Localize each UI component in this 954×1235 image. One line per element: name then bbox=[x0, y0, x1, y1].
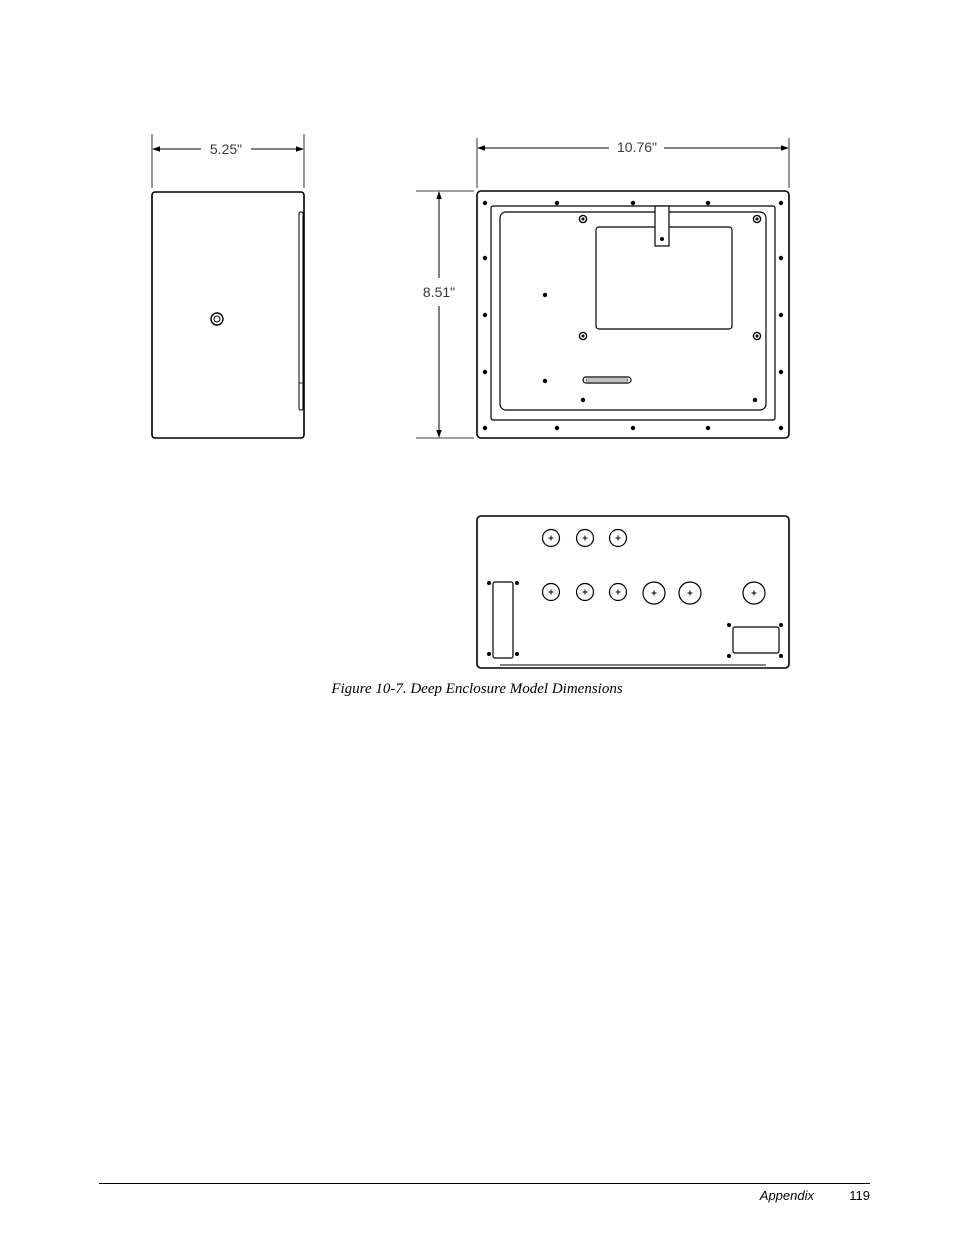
footer-rule bbox=[99, 1183, 870, 1184]
lock-core bbox=[214, 316, 220, 322]
front-frame bbox=[477, 191, 789, 438]
bottom-ports bbox=[487, 530, 783, 659]
screw-dot bbox=[706, 426, 710, 430]
slot bbox=[583, 377, 631, 383]
mount-screw bbox=[779, 654, 783, 658]
screw-dot bbox=[581, 398, 585, 402]
screw-dot bbox=[483, 201, 487, 205]
screw-dot bbox=[631, 201, 635, 205]
screw-dot bbox=[753, 398, 757, 402]
mount-screw bbox=[727, 654, 731, 658]
side-rail bbox=[299, 212, 303, 410]
screw-dot bbox=[483, 370, 487, 374]
mount-screw bbox=[515, 652, 519, 656]
hinge-screw bbox=[660, 237, 664, 241]
screw-dot bbox=[483, 426, 487, 430]
front-height-label: 8.51" bbox=[422, 284, 456, 300]
front-panel bbox=[500, 212, 766, 410]
bottom-panel bbox=[477, 516, 789, 668]
connector-cutout bbox=[493, 582, 513, 658]
standoff-core bbox=[756, 218, 759, 221]
mount-screw bbox=[727, 623, 731, 627]
screw-dot bbox=[779, 426, 783, 430]
screw-dot bbox=[543, 379, 547, 383]
mount-screw bbox=[487, 581, 491, 585]
side-panel bbox=[152, 192, 304, 438]
screw-dot bbox=[555, 426, 559, 430]
screw-dot bbox=[706, 201, 710, 205]
front-view bbox=[416, 138, 789, 438]
mount-screw bbox=[779, 623, 783, 627]
access-cutout bbox=[733, 627, 779, 653]
screw-dot bbox=[555, 201, 559, 205]
screw-dot bbox=[779, 313, 783, 317]
front-width-label: 10.76" bbox=[616, 139, 658, 155]
mount-screw bbox=[487, 652, 491, 656]
standoff-core bbox=[582, 335, 585, 338]
screw-dot bbox=[779, 370, 783, 374]
screw-dot bbox=[779, 256, 783, 260]
figure-caption: Figure 10-7. Deep Enclosure Model Dimensions bbox=[331, 681, 623, 697]
page-number: 119 bbox=[849, 1188, 870, 1203]
mount-screw bbox=[515, 581, 519, 585]
screw-dot bbox=[483, 313, 487, 317]
side-view bbox=[152, 134, 304, 438]
screw-dot bbox=[543, 293, 547, 297]
lock-icon bbox=[211, 313, 223, 325]
standoff-core bbox=[756, 335, 759, 338]
slot-inner bbox=[586, 379, 628, 381]
screw-dot bbox=[483, 256, 487, 260]
footer-section: Appendix bbox=[759, 1188, 814, 1203]
bottom-view bbox=[477, 516, 789, 668]
screw-dot bbox=[631, 426, 635, 430]
side-depth-label: 5.25" bbox=[209, 141, 243, 157]
standoff-core bbox=[582, 218, 585, 221]
screw-dot bbox=[779, 201, 783, 205]
frame-screws bbox=[483, 201, 783, 430]
